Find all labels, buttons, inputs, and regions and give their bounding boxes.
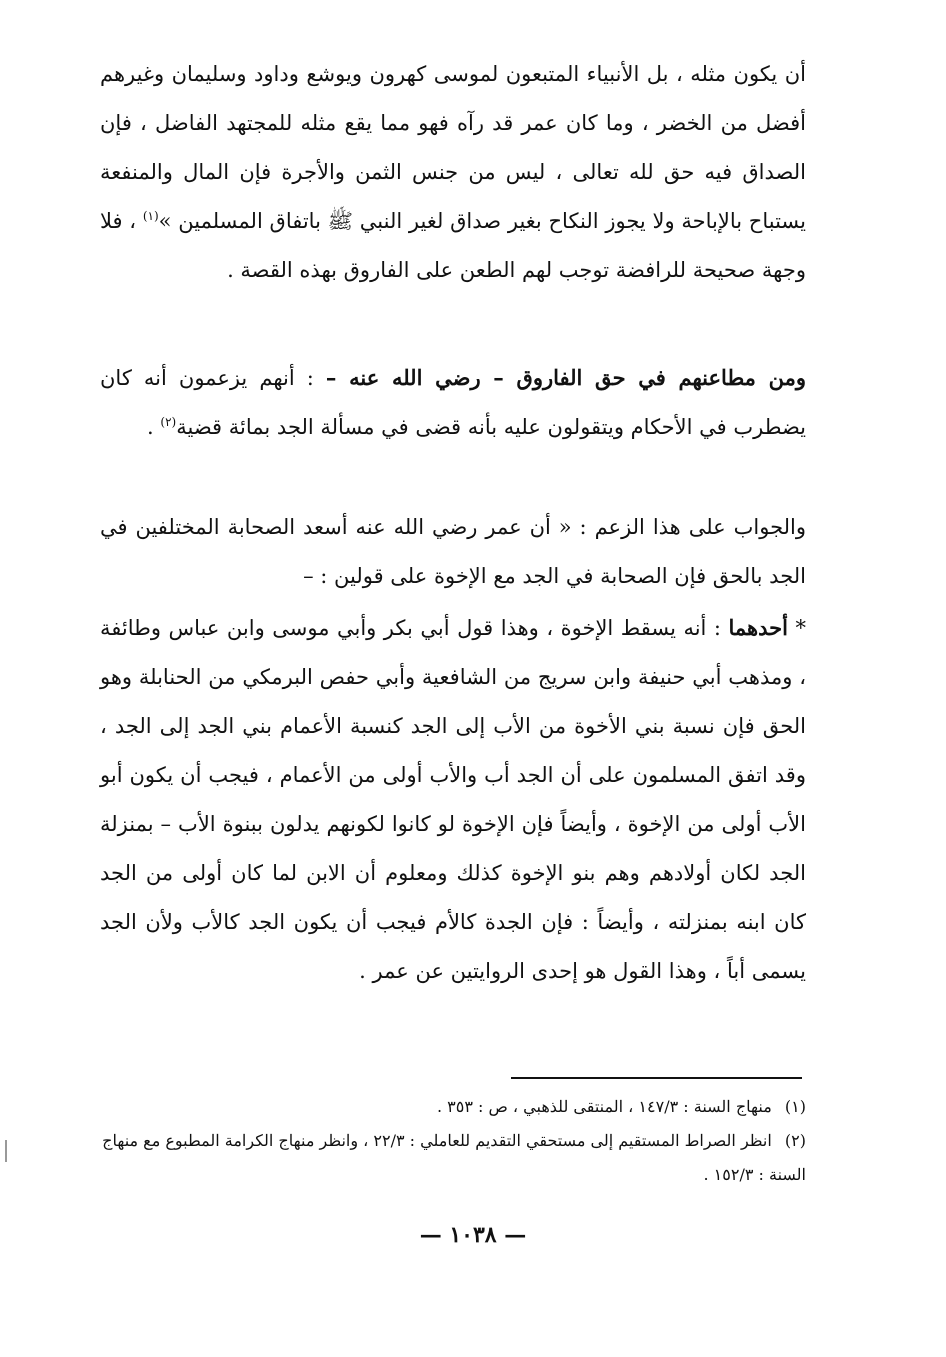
footnote-2-number: (٢) xyxy=(784,1131,806,1150)
footnote-1-text: منهاج السنة : ١٤٧/٣ ، المنتقى للذهبي ، ص : ٣٥٣ . xyxy=(436,1097,772,1116)
paragraph-1 xyxy=(100,50,806,295)
paragraph-4-text: : أنه يسقط الإخوة ، وهذا قول أبي بكر وأبي موسى وابن عباس وطائفة ، ومذهب أبي حنيفة وابن سريج من الشافعية وأبي حفص البرمكي من الحنابلة وهو الحق فإن نسبة بني الأخوة من الأب إلى الجد كنسبة الأعمام بني الجد إلى الجد ، وقد اتفق المسلمون على أن الجد أب والأب أولى من الأعمام ، فيجب أن يكون أبو الأب أولى من الإخوة ، وأيضاً فإن الإخوة لو كانوا لكونهم يدلون ببنوة الأب – بمنزلة الجد لكان أولادهم وهم بنو الإخوة كذلك ومعلوم أن الابن لما كان أولى من الجد كان ابنه بمنزلته ، وأيضاً : فإن الجدة كالأم فيجب أن يكون الجد كالأب ولأن الجد يسمى أباً ، وهذا القول هو إحدى الروايتين عن عمر . xyxy=(100,616,806,983)
footnote-1 xyxy=(100,1090,806,1124)
footnote-divider xyxy=(511,1077,802,1079)
paragraph-3-text: والجواب على هذا الزعم : « أن عمر رضي الله عنه أسعد الصحابة المختلفين في الجد بالحق فإن الصحابة في الجد مع الإخوة على قولين : – xyxy=(100,515,806,588)
footnote-ref-2: (٢) xyxy=(160,415,177,429)
paragraph-2-end: . xyxy=(147,415,161,439)
paragraph-1-continuation: ، فلا وجهة صحيحة للرافضة توجب لهم الطعن على الفاروق بهذه القصة . xyxy=(100,209,806,282)
section-heading-faruq: ومن مطاعنهم في حق الفاروق – رضي الله عنه – xyxy=(325,365,807,390)
first-opinion-heading: أحدهما xyxy=(728,615,788,640)
footnote-1-number: (١) xyxy=(784,1097,806,1116)
paragraph-2-text: : أنهم يزعمون أنه كان يضطرب في الأحكام ويتقولون عليه بأنه قضى في مسألة الجد بمائة قضية xyxy=(100,366,806,439)
paragraph-1-text: أن يكون مثله ، بل الأنبياء المتبعون لموسى كهرون ويوشع وداود وسليمان وغيرهم أفضل من الخضر ، وما كان عمر قد رآه فهو مما يقع مثله للمجتهد الفاضل ، فإن الصداق فيه حق لله تعالى ، ليس من جنس الثمن والأجرة فإن المال والمنفعة يستباح بالإباحة ولا يجوز النكاح بغير صداق لغير النبي ﷺ باتفاق المسلمين » xyxy=(100,62,807,233)
margin-mark xyxy=(5,1140,7,1162)
footnote-2-text: انظر الصراط المستقيم إلى مستحقي التقديم للعاملي : ٢٢/٣ ، وانظر منهاج الكرامة المطبوع مع منهاج السنة : ١٥٢/٣ . xyxy=(102,1131,806,1184)
paragraph-4 xyxy=(100,603,806,996)
footnote-ref-1: (١) xyxy=(142,209,159,223)
footnote-2 xyxy=(100,1124,806,1192)
bullet-star: * xyxy=(787,616,806,640)
page-number: — ١٠٣٨ — xyxy=(419,1222,527,1248)
footnotes xyxy=(100,1090,806,1192)
paragraph-2 xyxy=(100,353,806,452)
paragraph-3 xyxy=(100,503,806,601)
